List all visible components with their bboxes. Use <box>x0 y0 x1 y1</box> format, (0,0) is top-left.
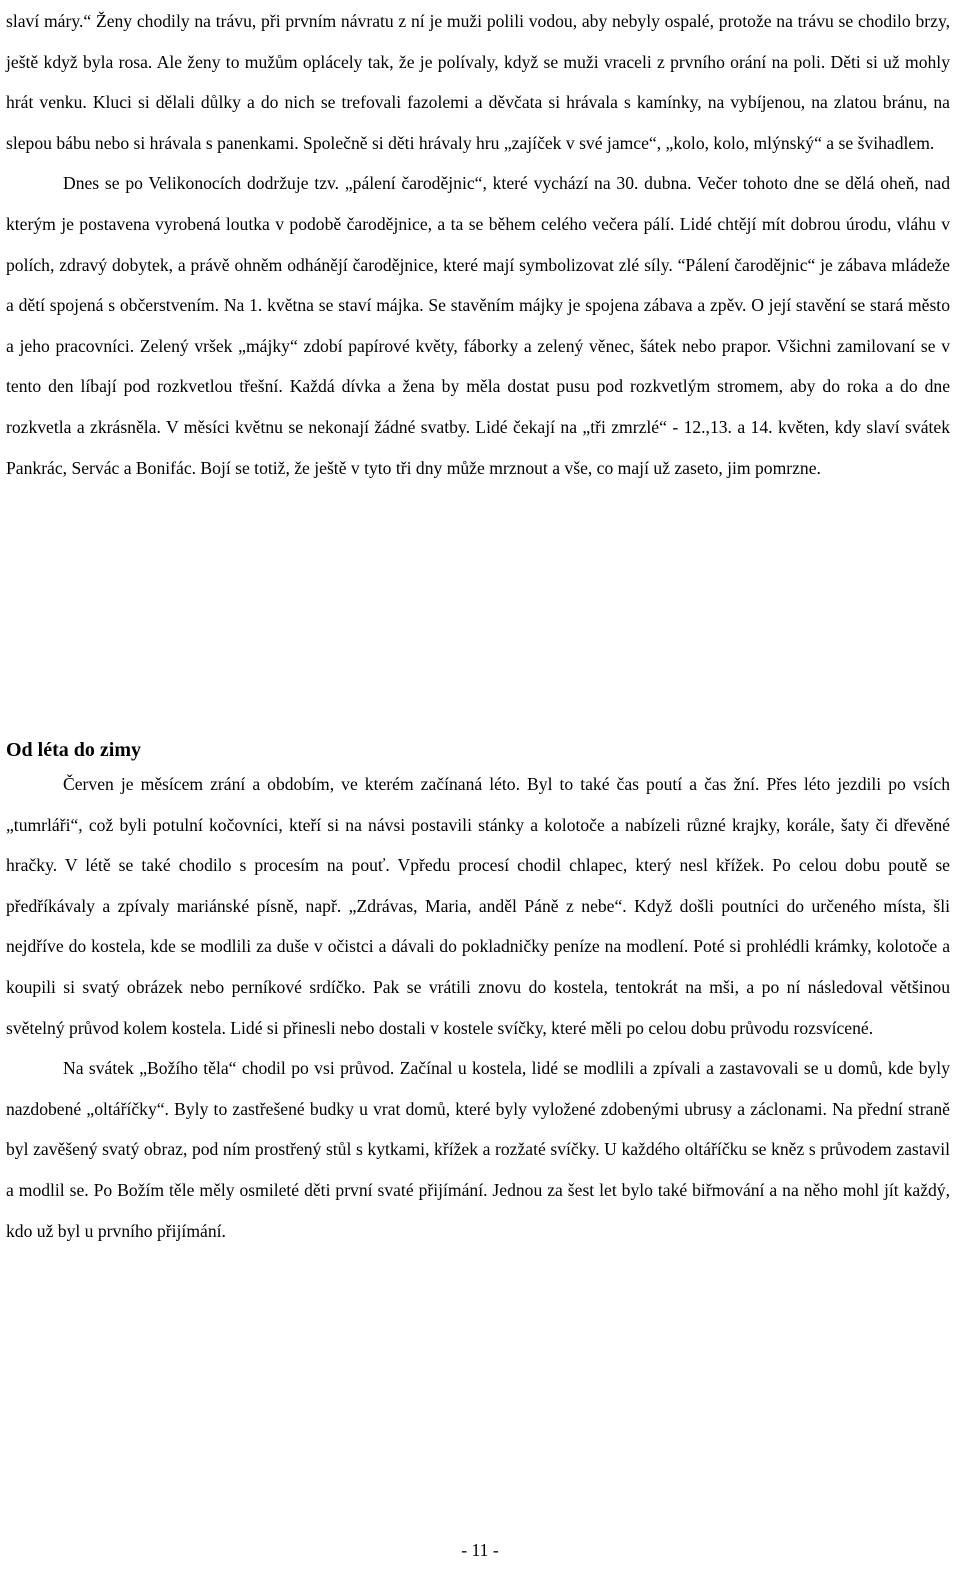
paragraph-spring-customs: slaví máry.“ Ženy chodily na trávu, při prvním návratu z ní je muži polili vodou, aby nebyly ospalé, protože na trávu se chodilo brzy, ještě když byla rosa. Ale ženy to mužům oplácely tak, že je polívaly, když se muži vraceli z prvního orání na poli. Děti si už mohly hrát venku. Kluci si dělali důlky a do nich se trefovali fazolemi a děvčata si hrávala s kamínky, na vybíjenou, na zlatou bránu, na slepou bábu nebo si hrávala s panenkami. Společně si děti hrávaly hru „zajíček v své jamce“, „kolo, kolo, mlýnský“ a se švihadlem. <box>6 11 950 153</box>
section-summer-winter <box>6 764 950 1251</box>
page-number: - 11 - <box>461 1540 499 1560</box>
section-heading: Od léta do zimy <box>6 739 141 761</box>
document-page <box>6 0 950 488</box>
paragraph-witch-burning: Dnes se po Velikonocích dodržuje tzv. „pálení čarodějnic“, které vychází na 30. dubna. Večer tohoto dne se dělá oheň, nad kterým je postavena vyrobená loutka v podobě čarodějnice, a ta se během celého večera pálí. Lidé chtějí mít dobrou úrodu, vláhu v polích, zdravý dobytek, a právě ohněm odhánějí čarodějnice, které mají symbolizovat zlé síly. “Pálení čarodějnic“ je zábava mládeže a dětí spojená s občerstvením. Na 1. května se staví májka. Se stavěním májky je spojena zábava a zpěv. O její stavění se stará město a jeho pracovníci. Zelený vršek „májky“ zdobí papírové květy, fáborky a zelený věnec, šátek nebo prapor. Všichni zamilovaní se v tento den líbají pod rozkvetlou třešní. Každá dívka a žena by měla dostat pusu pod rozkvetlým stromem, aby do roka a do dne rozkvetla a zkrásněla. V měsíci květnu se nekonají žádné svatby. Lidé čekají na „tři zmrzlé“ - 12.,13. a 14. květen, kdy slaví svátek Pankrác, Servác a Bonifác. Bojí se totiž, že ještě v tyto tři dny může mrznout a vše, co mají už zaseto, jim pomrzne. <box>6 173 950 478</box>
paragraph-corpus-christi: Na svátek „Božího těla“ chodil po vsi průvod. Začínal u kostela, lidé se modlili a zpívali a zastavovali se u domů, kde byly nazdobené „oltáříčky“. Byly to zastřešené budky u vrat domů, které byly vyložené zdobenými ubrusy a záclonami. Na přední straně byl zavěšený svatý obraz, pod ním prostřený stůl s kytkami, křížek a rozžaté svíčky. U každého oltáříčku se kněz s průvodem zastavil a modlil se. Po Božím těle měly osmileté děti první svaté přijímání. Jednou za šest let bylo také biřmování a na něho mohl jít každý, kdo už byl u prvního přijímání. <box>6 1058 950 1241</box>
paragraph-summer-pilgrimage: Červen je měsícem zrání a obdobím, ve kterém začínaná léto. Byl to také čas poutí a čas žní. Přes léto jezdili po vsích „tumrláři“, což byli potulní kočovníci, kteří si na návsi postavili stánky a kolotoče a nabízeli různé krajky, korále, šaty či dřevěné hračky. V létě se také chodilo s procesím na pouť. Vpředu procesí chodil chlapec, který nesl křížek. Po celou dobu poutě se předříkávaly a zpívaly mariánské písně, např. „Zdrávas, Maria, anděl Páně z nebe“. Když došli poutníci do určeného místa, šli nejdříve do kostela, kde se modlili za duše v očistci a dávali do pokladničky peníze na modlení. Poté si prohlédli krámky, kolotoče a koupili si svatý obrázek nebo perníkové srdíčko. Pak se vrátili znovu do kostela, tentokrát na mši, a po ní následoval většinou světelný průvod kolem kostela. Lidé si přinesli nebo dostali v kostele svíčky, které měli po celou dobu průvodu rozsvícené. <box>6 774 950 1038</box>
